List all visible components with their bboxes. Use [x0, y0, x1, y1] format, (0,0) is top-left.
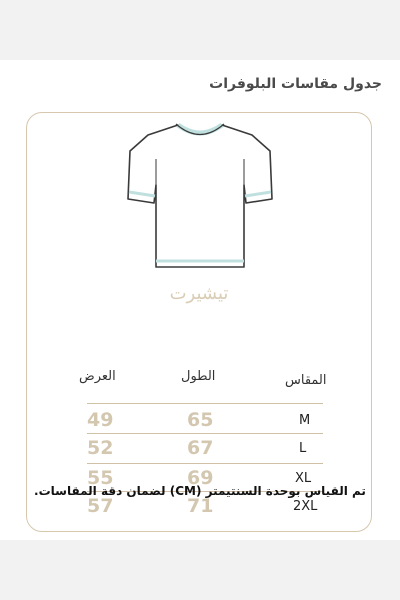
- length-cell: 65: [187, 409, 214, 431]
- size-cell: M: [299, 413, 311, 428]
- width-cell: 55: [87, 467, 114, 489]
- garment-label: تيشيرت: [169, 283, 229, 304]
- length-cell: 69: [187, 467, 214, 489]
- row-divider: [87, 463, 323, 464]
- size-cell: L: [299, 441, 307, 456]
- col-header-length: الطول: [181, 369, 216, 384]
- size-chart-frame: [26, 112, 372, 532]
- row-divider: [87, 433, 323, 434]
- size-cell: XL: [295, 471, 312, 486]
- length-cell: 67: [187, 437, 214, 459]
- row-divider: [87, 403, 323, 404]
- tshirt-icon: [126, 119, 274, 271]
- col-header-size: المقاس: [285, 373, 327, 388]
- size-cell: 2XL: [293, 499, 318, 514]
- size-chart-sheet: [0, 60, 400, 540]
- width-cell: 57: [87, 495, 114, 517]
- width-cell: 49: [87, 409, 114, 431]
- length-cell: 71: [187, 495, 214, 517]
- page-title: جدول مقاسات البلوفرات: [209, 76, 382, 92]
- measurement-note: تم القياس بوحدة السنتيمتر (CM) لضمان دقة المقاسات.: [34, 484, 366, 498]
- width-cell: 52: [87, 437, 114, 459]
- col-header-width: العرض: [79, 369, 116, 384]
